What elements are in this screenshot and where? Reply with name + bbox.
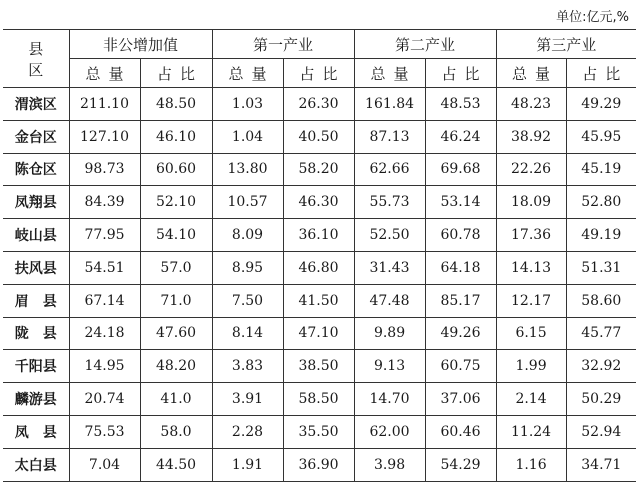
total-cell: 38.92 [496,120,566,153]
share-cell: 44.50 [140,448,212,481]
table-row [3,120,636,153]
share-cell: 60.60 [140,153,212,186]
total-header: 总量 [496,59,566,88]
share-header: 占比 [425,59,496,88]
total-cell: 6.15 [496,317,566,350]
share-cell: 47.10 [283,317,354,350]
stats-table [3,29,636,482]
group-header-secondary: 第二产业 [354,30,496,59]
total-cell: 75.53 [69,415,140,448]
share-header: 占比 [566,59,636,88]
total-header: 总量 [212,59,283,88]
group-header-tertiary: 第三产业 [496,30,636,59]
county-name: 陈仓区 [3,153,69,186]
share-cell: 48.50 [140,88,212,121]
share-cell: 49.26 [425,317,496,350]
table-row [3,415,636,448]
table-body [3,88,636,482]
county-name: 麟游县 [3,383,69,416]
total-cell: 10.57 [212,186,283,219]
share-cell: 46.80 [283,251,354,284]
share-cell: 52.80 [566,186,636,219]
share-cell: 36.90 [283,448,354,481]
share-cell: 60.46 [425,415,496,448]
share-cell: 58.60 [566,284,636,317]
share-cell: 32.92 [566,350,636,383]
group-header-primary: 第一产业 [212,30,354,59]
share-header: 占比 [140,59,212,88]
total-header: 总量 [69,59,140,88]
total-cell: 3.91 [212,383,283,416]
share-cell: 52.94 [566,415,636,448]
total-cell: 87.13 [354,120,425,153]
total-cell: 3.83 [212,350,283,383]
total-cell: 14.95 [69,350,140,383]
share-cell: 49.19 [566,219,636,252]
share-cell: 58.20 [283,153,354,186]
share-cell: 49.29 [566,88,636,121]
total-cell: 77.95 [69,219,140,252]
total-cell: 67.14 [69,284,140,317]
share-cell: 60.78 [425,219,496,252]
total-cell: 1.99 [496,350,566,383]
total-cell: 1.16 [496,448,566,481]
total-cell: 17.36 [496,219,566,252]
table-row [3,284,636,317]
total-cell: 161.84 [354,88,425,121]
share-cell: 34.71 [566,448,636,481]
total-cell: 2.28 [212,415,283,448]
share-cell: 51.31 [566,251,636,284]
total-cell: 62.00 [354,415,425,448]
share-cell: 69.68 [425,153,496,186]
total-cell: 11.24 [496,415,566,448]
share-cell: 53.14 [425,186,496,219]
total-cell: 20.74 [69,383,140,416]
share-cell: 57.0 [140,251,212,284]
share-cell: 45.19 [566,153,636,186]
total-cell: 211.10 [69,88,140,121]
share-cell: 54.10 [140,219,212,252]
share-cell: 52.10 [140,186,212,219]
share-cell: 46.30 [283,186,354,219]
share-cell: 46.24 [425,120,496,153]
group-header-nonpublic: 非公增加值 [69,30,212,59]
table-row [3,153,636,186]
county-header: 县 区 [3,30,69,88]
total-cell: 13.80 [212,153,283,186]
share-cell: 47.60 [140,317,212,350]
share-cell: 26.30 [283,88,354,121]
share-cell: 48.20 [140,350,212,383]
table-row [3,317,636,350]
share-cell: 38.50 [283,350,354,383]
county-name: 凤 县 [3,415,69,448]
total-cell: 12.17 [496,284,566,317]
total-cell: 3.98 [354,448,425,481]
share-cell: 37.06 [425,383,496,416]
share-header: 占比 [283,59,354,88]
table-row [3,350,636,383]
share-cell: 85.17 [425,284,496,317]
total-header: 总量 [354,59,425,88]
county-name: 岐山县 [3,219,69,252]
total-cell: 7.04 [69,448,140,481]
share-cell: 60.75 [425,350,496,383]
table-row [3,219,636,252]
share-cell: 36.10 [283,219,354,252]
share-cell: 50.29 [566,383,636,416]
total-cell: 8.09 [212,219,283,252]
total-cell: 31.43 [354,251,425,284]
total-cell: 9.13 [354,350,425,383]
share-cell: 40.50 [283,120,354,153]
share-cell: 45.77 [566,317,636,350]
unit-label: 单位:亿元,% [556,10,629,25]
total-cell: 1.91 [212,448,283,481]
total-cell: 84.39 [69,186,140,219]
table-row [3,251,636,284]
total-cell: 14.70 [354,383,425,416]
share-cell: 64.18 [425,251,496,284]
total-cell: 9.89 [354,317,425,350]
county-name: 凤翔县 [3,186,69,219]
share-cell: 35.50 [283,415,354,448]
table-row [3,186,636,219]
total-cell: 7.50 [212,284,283,317]
total-cell: 54.51 [69,251,140,284]
total-cell: 1.04 [212,120,283,153]
table-row [3,383,636,416]
total-cell: 1.03 [212,88,283,121]
total-cell: 8.95 [212,251,283,284]
total-cell: 48.23 [496,88,566,121]
total-cell: 52.50 [354,219,425,252]
county-name: 太白县 [3,448,69,481]
county-name: 金台区 [3,120,69,153]
share-cell: 58.0 [140,415,212,448]
total-cell: 14.13 [496,251,566,284]
total-cell: 62.66 [354,153,425,186]
county-name: 眉 县 [3,284,69,317]
total-cell: 47.48 [354,284,425,317]
total-cell: 18.09 [496,186,566,219]
total-cell: 8.14 [212,317,283,350]
total-cell: 2.14 [496,383,566,416]
share-cell: 46.10 [140,120,212,153]
share-cell: 54.29 [425,448,496,481]
total-cell: 98.73 [69,153,140,186]
share-cell: 41.50 [283,284,354,317]
county-name: 渭滨区 [3,88,69,121]
total-cell: 22.26 [496,153,566,186]
table-row [3,88,636,121]
total-cell: 127.10 [69,120,140,153]
county-name: 扶风县 [3,251,69,284]
total-cell: 55.73 [354,186,425,219]
share-cell: 48.53 [425,88,496,121]
share-cell: 45.95 [566,120,636,153]
share-cell: 41.0 [140,383,212,416]
share-cell: 58.50 [283,383,354,416]
total-cell: 24.18 [69,317,140,350]
table-row [3,448,636,481]
county-name: 千阳县 [3,350,69,383]
share-cell: 71.0 [140,284,212,317]
county-name: 陇 县 [3,317,69,350]
